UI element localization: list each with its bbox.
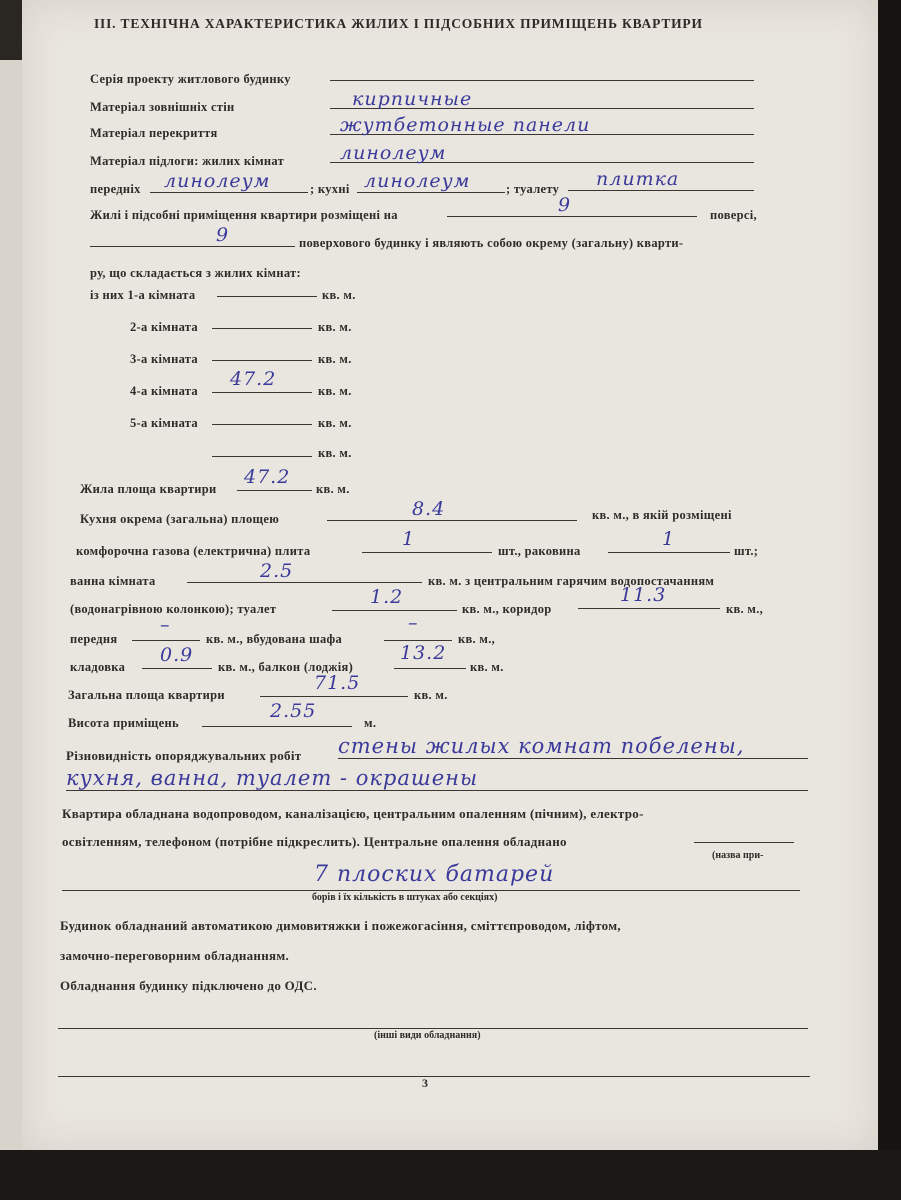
label-located: Жилі і підсобні приміщення квартири розміщені на	[90, 208, 398, 222]
field-room4	[212, 392, 312, 393]
hw-floor-no: 9	[558, 194, 572, 216]
hw-storage: 0.9	[160, 644, 194, 666]
field-radiators	[62, 890, 800, 891]
unit-height: м.	[364, 716, 377, 730]
unit-room2: кв. м.	[318, 320, 352, 334]
label-radiator-name: (назва при-	[712, 850, 764, 861]
field-toilet	[568, 190, 754, 191]
label-building-1: Будинок обладнаний автоматикою димовитяжки і пожежогасіння, сміттєпроводом, ліфтом,	[60, 918, 621, 933]
label-boiler: (водонагрівною колонкою); туалет	[70, 602, 277, 616]
unit-balcony: кв. м.	[470, 660, 504, 674]
hw-walls: кирпичные	[352, 88, 473, 110]
field-toilet-area	[332, 610, 457, 611]
unit-total: кв. м.	[414, 688, 448, 702]
label-sqm-corridor: кв. м.,	[726, 602, 764, 616]
field-stove	[362, 552, 492, 553]
label-stove: комфорочна газова (електрична) плита	[76, 544, 311, 558]
label-room4: 4-а кімната	[130, 384, 198, 398]
label-bath-tail: кв. м. з центральним гарячим водопостачанням	[428, 574, 715, 588]
hw-storeys: 9	[216, 224, 230, 246]
label-equipped-2: освітленням, телефоном (потрібне підкреслить). Центральне опалення обладнано	[62, 834, 567, 849]
label-room3: 3-а кімната	[130, 352, 198, 366]
label-room5: 5-а кімната	[130, 416, 198, 430]
field-room1	[217, 296, 317, 297]
back-page-edge	[0, 60, 23, 1150]
label-finishing: Різновидність опоряджувальних робіт	[66, 748, 302, 763]
field-storage	[142, 668, 212, 669]
hw-corridor: 11.3	[620, 584, 667, 606]
field-floor-no	[447, 216, 697, 217]
field-height	[202, 726, 352, 727]
page-number: 3	[422, 1076, 428, 1090]
label-kitchen-sep: Кухня окрема (загальна) площею	[80, 512, 280, 526]
unit-room3: кв. м.	[318, 352, 352, 366]
hw-kitchen-area: 8.4	[412, 498, 446, 520]
field-living-area	[237, 490, 312, 491]
hw-stove: 1	[402, 528, 416, 550]
hw-total: 71.5	[314, 672, 361, 694]
document-page	[22, 0, 878, 1152]
field-corridor	[578, 608, 720, 609]
label-series: Серія проекту житлового будинку	[90, 72, 291, 86]
hw-hall-area: –	[160, 614, 171, 636]
unit-room6: кв. м.	[318, 446, 352, 460]
label-corridor: кв. м., коридор	[462, 602, 552, 616]
right-shadow	[878, 0, 901, 1200]
hw-room4: 47.2	[230, 368, 277, 390]
hw-height: 2.55	[270, 700, 317, 722]
label-balcony: кв. м., балкон (лоджія)	[218, 660, 354, 674]
unit-room1: кв. м.	[322, 288, 356, 302]
label-floor-rooms: Матеріал підлоги: жилих кімнат	[90, 154, 285, 168]
label-building-2: замочно-переговорним обладнанням.	[60, 948, 290, 963]
field-balcony	[394, 668, 466, 669]
field-series	[330, 80, 754, 81]
field-wardrobe	[384, 640, 452, 641]
hw-bath: 2.5	[260, 560, 294, 582]
field-room2	[212, 328, 312, 329]
hw-living-area: 47.2	[244, 466, 291, 488]
label-wardrobe: кв. м., вбудована шафа	[206, 632, 343, 646]
label-hall2: передня	[70, 632, 118, 646]
label-room2: 2-а кімната	[130, 320, 198, 334]
label-toilet: ; туалету	[506, 182, 560, 196]
hw-toilet-area: 1.2	[370, 586, 404, 608]
field-hall	[150, 192, 308, 193]
hw-floor-rooms: линолеум	[340, 142, 447, 164]
label-storey-text: поверхового будинку і являють собою окрему (загальну) кварти-	[299, 236, 684, 250]
hw-kitchen: линолеум	[364, 170, 471, 192]
label-other: (інші види обладнання)	[374, 1030, 481, 1041]
unit-living-area: кв. м.	[316, 482, 350, 496]
field-kitchen	[357, 192, 505, 193]
label-ods: Обладнання будинку підключено до ОДС.	[60, 978, 317, 993]
bottom-shadow	[0, 1150, 901, 1200]
field-hall-area	[132, 640, 200, 641]
label-total: Загальна площа квартири	[68, 688, 225, 702]
field-finishing-2	[66, 790, 808, 791]
field-room6	[212, 456, 312, 457]
label-radiator-sub: борів і їх кількість в штуках або секціях)	[312, 892, 498, 903]
hw-wardrobe: –	[408, 612, 419, 634]
field-kitchen-area	[327, 520, 577, 521]
field-room5	[212, 424, 312, 425]
field-sink	[608, 552, 730, 553]
hw-hall: линолеум	[164, 170, 271, 192]
field-other-1	[58, 1028, 808, 1029]
hw-finishing-1: стены жилых комнат побелены,	[338, 734, 745, 758]
label-bath: ванна кімната	[70, 574, 156, 588]
hw-overlap: жутбетонные панели	[340, 114, 591, 136]
label-walls: Матеріал зовнішніх стін	[90, 100, 235, 114]
label-living-area: Жила площа квартири	[80, 482, 217, 496]
label-kitchen: ; кухні	[310, 182, 350, 196]
unit-room4: кв. м.	[318, 384, 352, 398]
label-consists: ру, що складається з жилих кімнат:	[90, 266, 301, 280]
field-total	[260, 696, 408, 697]
hw-finishing-2: кухня, ванна, туалет - окрашены	[66, 766, 479, 790]
field-storeys	[90, 246, 295, 247]
field-room3	[212, 360, 312, 361]
field-bath	[187, 582, 422, 583]
hw-balcony: 13.2	[400, 642, 447, 664]
label-hall: передніх	[90, 182, 141, 196]
unit-room5: кв. м.	[318, 416, 352, 430]
label-kitchen-tail: кв. м., в якій розміщені	[592, 508, 732, 522]
hw-radiators: 7 плоских батарей	[314, 862, 555, 887]
label-height: Висота приміщень	[68, 716, 179, 730]
hw-toilet: плитка	[596, 168, 680, 190]
label-storage: кладовка	[70, 660, 126, 674]
label-room1: із них 1-а кімната	[90, 288, 196, 302]
unit-wardrobe: кв. м.,	[458, 632, 496, 646]
field-finishing-1	[338, 758, 808, 759]
field-heating-name	[694, 842, 794, 843]
label-equipped-1: Квартира обладнана водопроводом, каналізацією, центральним опаленням (пічним), електро-	[62, 806, 644, 821]
page-title: III. ТЕХНІЧНА ХАРАКТЕРИСТИКА ЖИЛИХ І ПІДСОБНИХ ПРИМІЩЕНЬ КВАРТИРИ	[94, 16, 703, 31]
label-pcs: шт.;	[734, 544, 759, 558]
label-pcs-sink: шт., раковина	[498, 544, 581, 558]
label-overlap: Матеріал перекриття	[90, 126, 218, 140]
label-floor-word: поверсі,	[710, 208, 757, 222]
field-other-2	[58, 1076, 810, 1077]
hw-sink: 1	[662, 528, 676, 550]
